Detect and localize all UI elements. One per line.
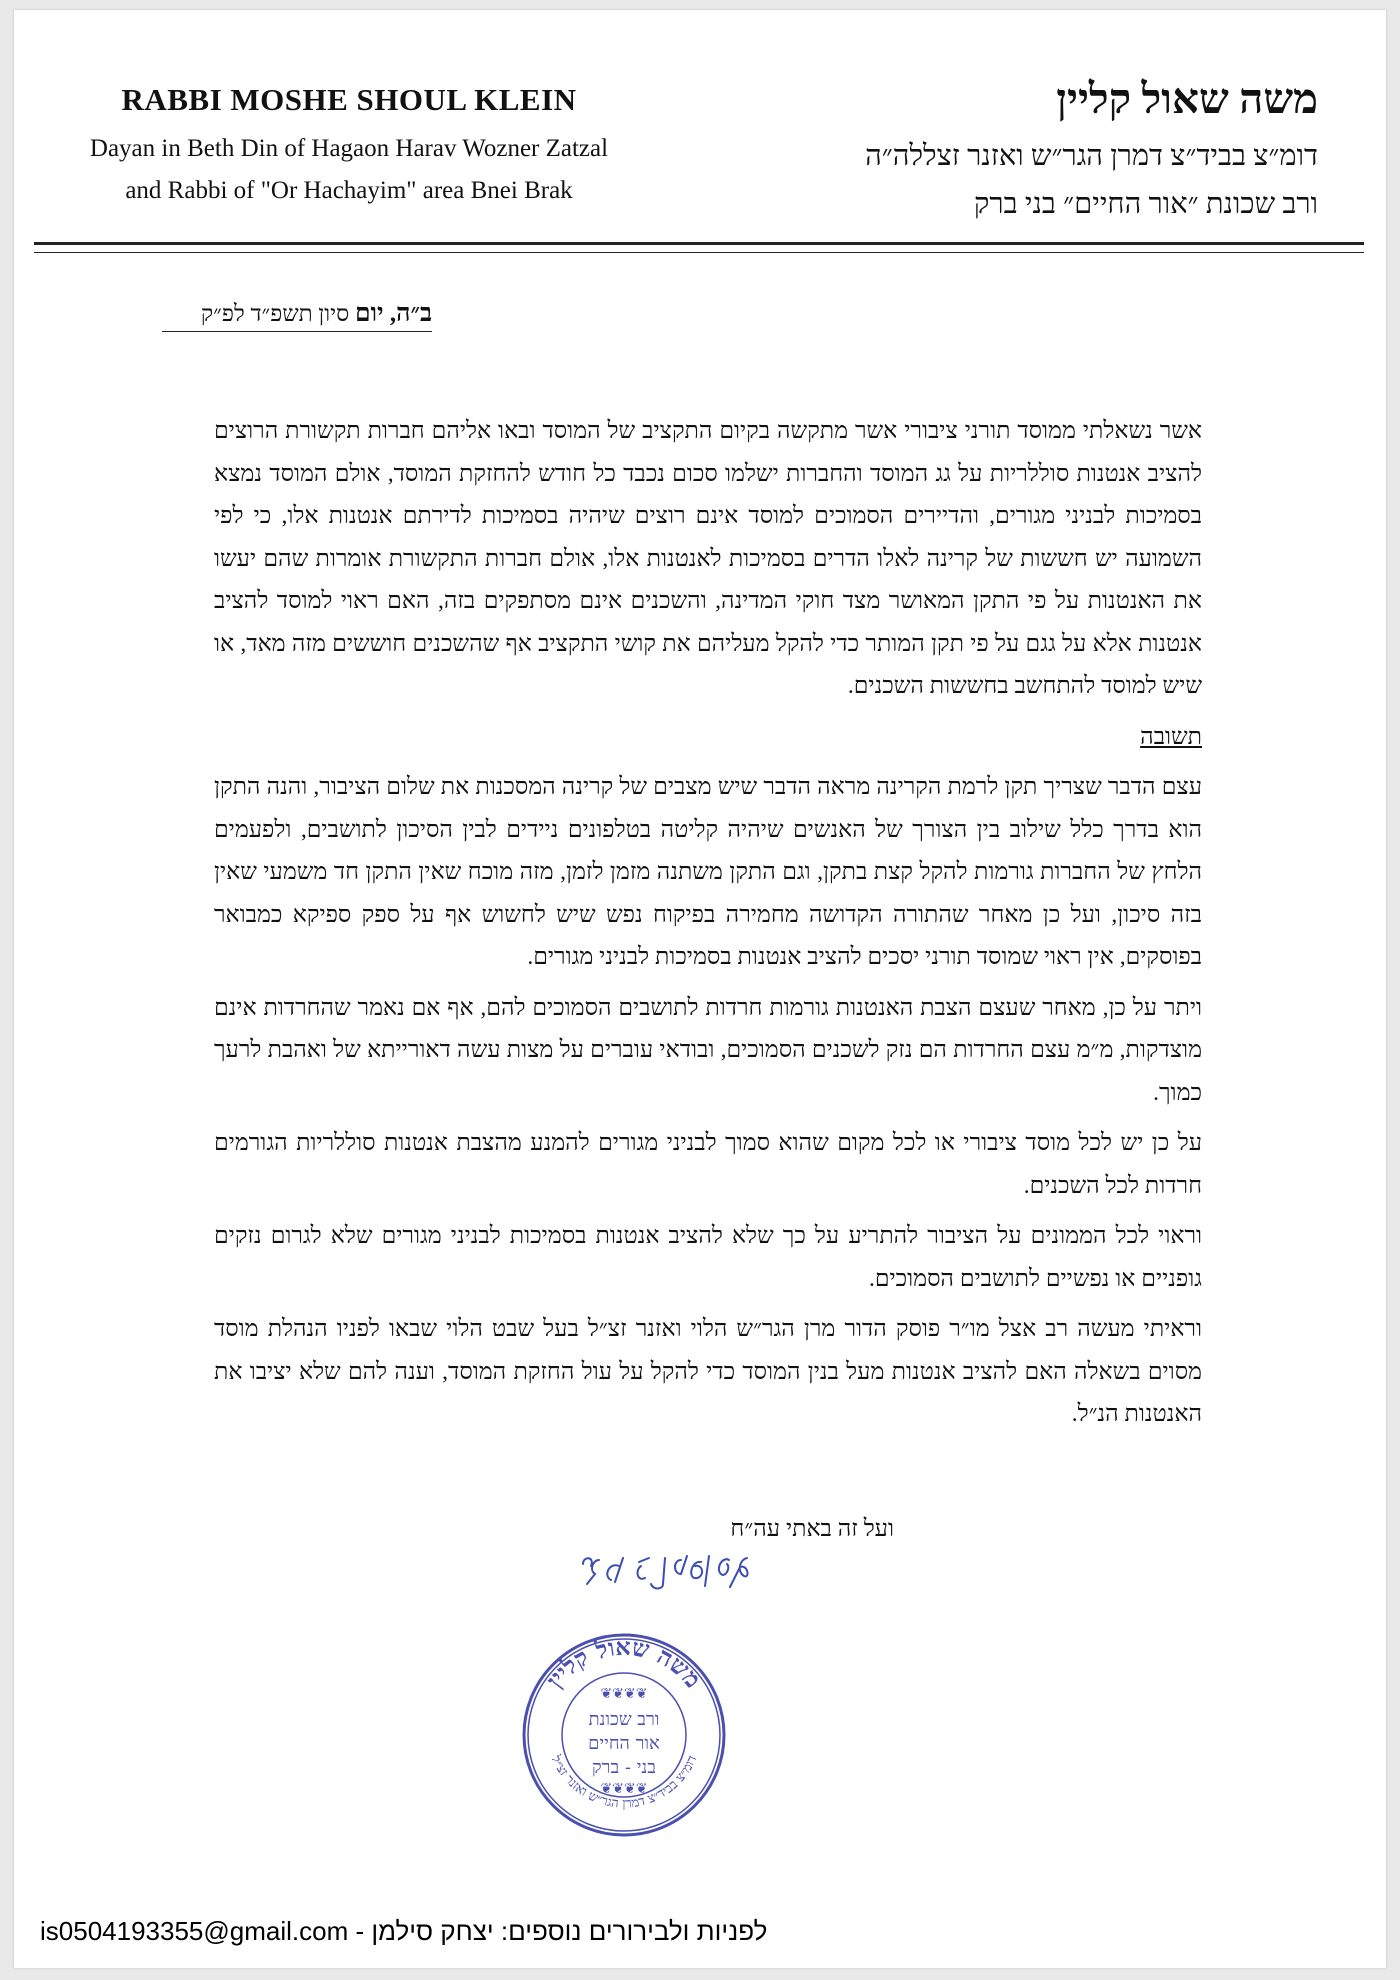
closing-line: ועל זה באתי עה״ח — [730, 1516, 894, 1542]
stamp-ornament-top: ❦❦❦❦ — [600, 1686, 648, 1702]
letter-page — [14, 10, 1386, 1968]
english-title-line-1: Dayan in Beth Din of Hagaon Harav Wozner Zatzal — [89, 135, 609, 162]
answer-paragraph-5: וראיתי מעשה רב אצל מו״ר פוסק הדור מרן הגר״ש הלוי ואזנר זצ״ל בעל שבט הלוי שבאו לפניו הנהלת מוסד מסוים בשאלה האם להציב אנטנות מעל בנין המוסד כדי להקל על עול החזקת המוסד, וענה להם שלא יציבו את האנטנות הנ״ל. — [214, 1316, 1202, 1427]
teshuva-heading: תשובה — [1140, 723, 1202, 750]
english-title-line-2: and Rabbi of "Or Hachayim" area Bnei Brak — [125, 177, 573, 204]
handwritten-signature — [569, 1540, 759, 1600]
hebrew-title-line-2: ורב שכונת ״אור החיים״ בני ברק — [973, 188, 1318, 220]
header-divider-thick — [34, 242, 1364, 245]
hebrew-title-line-1: דומ״צ בביד״צ דמרן הגר״ש ואזנר זצללה״ה — [865, 140, 1318, 172]
date-prefix: ב״ה, יום — [355, 300, 432, 327]
header-divider-thin — [34, 252, 1364, 253]
hebrew-letterhead — [678, 76, 1318, 228]
contact-footer — [40, 1916, 767, 1947]
letter-body — [214, 410, 1202, 1444]
date-value: סיון תשפ״ד לפ״ק — [200, 301, 350, 326]
question-paragraph: אשר נשאלתי ממוסד תורני ציבורי אשר מתקשה בקיום התקציב של המוסד ובאו אליהם חברות תקשורת הרוצים להציב אנטנות סוללריות על גג המוסד והחברות ישלמו סכום נכבד כל חודש להחזקת המוסד, אולם המוסד נמצא בסמיכות לבניני מגורים, והדיירים הסמוכים למוסד אינם רוצים שיהיה בסמיכות לדירתם אנטנות אלו, כי לפי השמועה יש חששות של קרינה לאלו הדרים בסמיכות לאנטנות אלו, אולם חברות התקשורת אומרות שהם יעשו את האנטנות על פי התקן המאושר מצד חוקי המדינה, והשכנים אינם מסתפקים בזה, האם ראוי למוסד להציב אנטנות אלא על גגם על פי תקן המותר כדי להקל מעליהם את קושי התקציב אף שהשכנים חוששים מזה מאד, או שיש למוסד להתחשב בחששות השכנים. — [214, 418, 1202, 699]
english-letterhead — [89, 82, 609, 212]
hebrew-rabbi-name: משה שאול קליין — [1056, 77, 1318, 123]
answer-paragraph-2: ויתר על כן, מאחר שעצם הצבת האנטנות גורמות חרדות לתושבים הסמוכים להם, אף אם נאמר שהחרדות אינם מוצדקות, מ״מ עצם החרדות הם נזק לשכנים הסמוכים, ובודאי עוברים על מצות עשה דאורייתא של ואהבת לרעך כמוך. — [214, 994, 1202, 1106]
stamp-outer-bottom-text: דומ״צ בביד״צ דמרן הגר״ש ואזנר זצ״ל — [547, 1753, 701, 1812]
footer-separator: - — [355, 1916, 365, 1946]
answer-paragraph-4: וראוי לכל הממונים על הציבור להתריע על כך שלא להציב אנטנות בסמיכות לבניני מגורים שלא לגרום נזקים גופניים או נפשיים לתושבים הסמוכים. — [214, 1223, 1202, 1292]
stamp-outer-top-text: משה שאול קליין — [539, 1631, 708, 1694]
english-rabbi-name: RABBI MOSHE SHOUL KLEIN — [121, 82, 577, 117]
stamp-inner-line-1: ורב שכונת — [588, 1709, 660, 1730]
footer-email[interactable]: is0504193355@gmail.com — [40, 1916, 349, 1946]
answer-paragraph-3: על כן יש לכל מוסד ציבורי או לכל מקום שהוא סמוך לבניני מגורים להמנע מהצבת אנטנות סוללריות הגורמים חרדות לכל השכנים. — [214, 1130, 1202, 1199]
rabbinical-stamp — [519, 1630, 729, 1840]
date-line — [162, 300, 432, 332]
stamp-inner-line-3: בני - ברק — [592, 1757, 656, 1778]
stamp-inner-line-2: אור החיים — [588, 1733, 660, 1754]
answer-paragraph-1: עצם הדבר שצריך תקן לרמת הקרינה מראה הדבר שיש מצבים של קרינה המסכנות את שלום הציבור, והנה התקן הוא בדרך כלל שילוב בין הצורך של האנשים שיהיה קליטה בטלפונים ניידים לבין הסיכון לתושבים, ולפעמים הלחץ של החברות גורמות להקל קצת בתקן, וגם התקן משתנה מזמן לזמן, מזה מוכח שאין התקן חד משמעי שאין בזה סיכון, ועל כן מאחר שהתורה הקדושה מחמירה בפיקוח נפש שיש לחשוש אף על ספק ספיקא כמבואר בפוסקים, אין ראוי שמוסד תורני יסכים להציב אנטנות בסמיכות לבניני מגורים. — [214, 774, 1202, 970]
stamp-ornament-bottom: ❦❦❦❦ — [600, 1781, 648, 1797]
footer-contact-text: לפניות ולבירורים נוספים: יצחק סילמן — [371, 1916, 768, 1946]
